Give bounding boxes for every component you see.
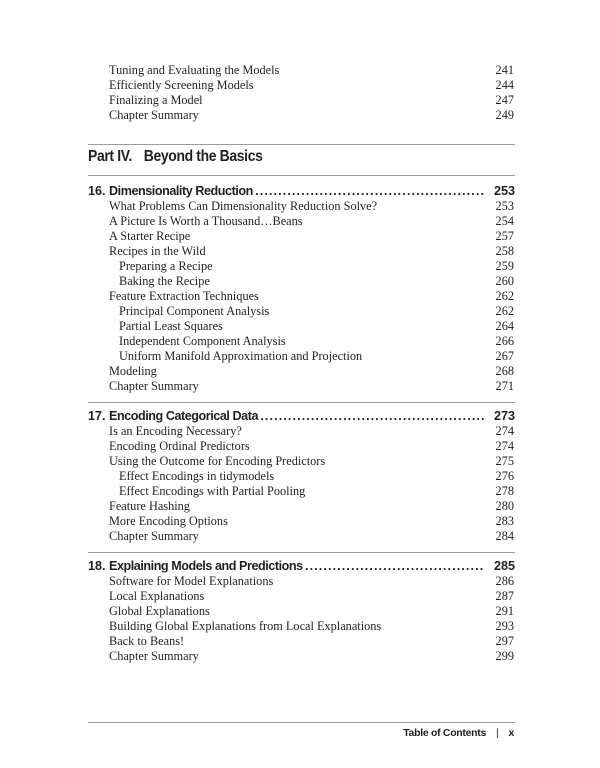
toc-entry-page: 257 [495, 229, 514, 243]
toc-entry[interactable] [0, 589, 600, 604]
chapter-page: 273 [493, 409, 515, 423]
toc-entry-title: Chapter Summary [109, 108, 199, 122]
toc-entry-page: 287 [495, 589, 514, 603]
toc-entry[interactable] [0, 454, 600, 469]
toc-entry[interactable] [0, 244, 600, 259]
toc-entry-page: 276 [495, 469, 514, 483]
toc-entry-page: 297 [495, 634, 514, 648]
toc-entry-page: 280 [495, 499, 514, 513]
toc-entry[interactable] [0, 529, 600, 544]
toc-entry[interactable] [0, 379, 600, 394]
toc-entry-title: A Picture Is Worth a Thousand…Beans [109, 214, 303, 228]
toc-entry[interactable] [0, 649, 600, 664]
toc-entry-page: 254 [495, 214, 514, 228]
toc-entry[interactable] [0, 499, 600, 514]
toc-entry[interactable] [0, 514, 600, 529]
toc-subentry[interactable] [0, 319, 600, 334]
toc-entry-page: 244 [495, 78, 514, 92]
chapter-number: 16. [88, 184, 106, 198]
toc-entry-title: Effect Encodings in tidymodels [119, 469, 275, 483]
toc-entry-title: Recipes in the Wild [109, 244, 206, 258]
toc-entry[interactable] [0, 289, 600, 304]
chapter-heading-17[interactable] [88, 408, 515, 424]
toc-entry-page: 293 [495, 619, 514, 633]
toc-entry[interactable] [0, 574, 600, 589]
toc-entry-page: 267 [495, 349, 514, 363]
chapter-number: 17. [88, 409, 106, 423]
toc-entry-page: 258 [495, 244, 514, 258]
toc-entry-title: Partial Least Squares [119, 319, 223, 333]
toc-entry-title: Using the Outcome for Encoding Predictors [109, 454, 326, 468]
toc-entry-title: Finalizing a Model [109, 93, 203, 107]
part-number: Part IV. [88, 148, 132, 165]
toc-entry[interactable] [0, 78, 600, 93]
toc-entry-title: Principal Component Analysis [119, 304, 270, 318]
toc-subentry[interactable] [0, 484, 600, 499]
page-footer [403, 727, 514, 741]
toc-entry-title: Is an Encoding Necessary? [109, 424, 242, 438]
toc-entry-page: 271 [495, 379, 514, 393]
toc-entry-title: What Problems Can Dimensionality Reduction Solve? [109, 199, 378, 213]
toc-subentry[interactable] [0, 274, 600, 289]
footer-label: Table of Contents [403, 727, 487, 739]
toc-entry-title: Preparing a Recipe [119, 259, 213, 273]
toc-entry-page: 260 [495, 274, 514, 288]
toc-entry-title: More Encoding Options [109, 514, 228, 528]
toc-entry-title: Chapter Summary [109, 379, 199, 393]
toc-entry-title: Building Global Explanations from Local Explanations [109, 619, 382, 633]
toc-entry-title: Feature Extraction Techniques [109, 289, 259, 303]
toc-entry-page: 283 [495, 514, 514, 528]
toc-subentry[interactable] [0, 304, 600, 319]
toc-entry-page: 291 [495, 604, 514, 618]
toc-entry-title: A Starter Recipe [109, 229, 191, 243]
toc-entry-title: Modeling [109, 364, 157, 378]
chapter-title: Encoding Categorical Data . . . [109, 408, 485, 424]
toc-entry-page: 286 [495, 574, 514, 588]
toc-entry[interactable] [0, 424, 600, 439]
toc-entry-title: Efficiently Screening Models [109, 78, 254, 92]
toc-entry-title: Local Explanations [109, 589, 205, 603]
toc-entry-title: Feature Hashing [109, 499, 190, 513]
toc-entry-title: Software for Model Explanations [109, 574, 274, 588]
toc-subentry[interactable] [0, 349, 600, 364]
toc-entry[interactable] [0, 229, 600, 244]
toc-entry-title: Uniform Manifold Approximation and Projection [119, 349, 363, 363]
toc-entry[interactable] [0, 364, 600, 379]
toc-entry-page: 299 [495, 649, 514, 663]
toc-entry[interactable] [0, 199, 600, 214]
toc-subentry[interactable] [0, 469, 600, 484]
toc-entry[interactable] [0, 93, 600, 108]
part-top-rule [88, 144, 515, 145]
toc-entry[interactable] [0, 634, 600, 649]
footer-page-number: x [508, 727, 514, 739]
toc-entry-page: 274 [495, 424, 514, 438]
toc-entry[interactable] [0, 214, 600, 229]
chapter-title: Dimensionality Reduction . . . [109, 183, 485, 199]
toc-entry-page: 247 [495, 93, 514, 107]
chapter-number: 18. [88, 559, 106, 573]
toc-entry-title: Baking the Recipe [119, 274, 210, 288]
toc-entry-page: 262 [495, 304, 514, 318]
toc-entry[interactable] [0, 108, 600, 123]
toc-entry-page: 266 [495, 334, 514, 348]
chapter-heading-16[interactable] [88, 183, 515, 199]
toc-entry[interactable] [0, 604, 600, 619]
toc-entry-page: 249 [495, 108, 514, 122]
part-bottom-rule [88, 175, 515, 176]
toc-entry-title: Chapter Summary [109, 529, 199, 543]
footer-separator: | [496, 727, 499, 739]
toc-entry-page: 268 [495, 364, 514, 378]
toc-subentry[interactable] [0, 259, 600, 274]
toc-entry-page: 259 [495, 259, 514, 273]
toc-entry-title: Effect Encodings with Partial Pooling [119, 484, 306, 498]
toc-entry-page: 253 [495, 199, 514, 213]
toc-entry-page: 264 [495, 319, 514, 333]
toc-entry[interactable] [0, 439, 600, 454]
toc-entry-page: 241 [495, 63, 514, 77]
toc-subentry[interactable] [0, 334, 600, 349]
toc-entry-page: 274 [495, 439, 514, 453]
chapter-divider [88, 552, 515, 553]
chapter-page: 285 [493, 559, 515, 573]
toc-entry-title: Back to Beans! [109, 634, 185, 648]
chapter-page: 253 [493, 184, 515, 198]
toc-entry-title: Global Explanations [109, 604, 210, 618]
toc-entry-title: Chapter Summary [109, 649, 199, 663]
toc-entry[interactable] [0, 63, 600, 78]
toc-entry[interactable] [0, 619, 600, 634]
chapter-divider [88, 402, 515, 403]
toc-entry-title: Encoding Ordinal Predictors [109, 439, 250, 453]
chapter-title: Explaining Models and Predictions . . . [109, 558, 485, 574]
toc-entry-title: Tuning and Evaluating the Models [109, 63, 280, 77]
toc-entry-page: 262 [495, 289, 514, 303]
part-title: Beyond the Basics [143, 148, 263, 165]
chapter-heading-18[interactable] [88, 558, 515, 574]
toc-entry-page: 275 [495, 454, 514, 468]
toc-entry-page: 284 [495, 529, 514, 543]
footer-rule [88, 722, 515, 723]
toc-entry-title: Independent Component Analysis [119, 334, 286, 348]
toc-entry-page: 278 [495, 484, 514, 498]
